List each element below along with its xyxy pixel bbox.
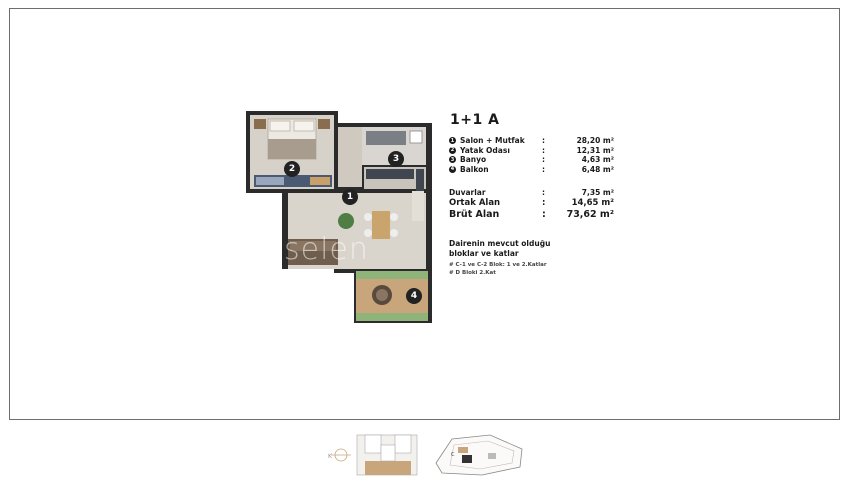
blanket bbox=[268, 139, 316, 159]
room-row bbox=[449, 155, 619, 165]
gross-label: Brüt Alan bbox=[449, 209, 500, 220]
planter bbox=[356, 271, 428, 279]
room-number: 4 bbox=[450, 166, 455, 173]
room-number: 2 bbox=[450, 147, 455, 154]
badge-living: 1 bbox=[342, 189, 358, 205]
cabinet bbox=[412, 191, 424, 221]
pillow bbox=[294, 121, 314, 131]
toilet bbox=[410, 131, 422, 143]
dining-table bbox=[372, 211, 390, 239]
colon: : bbox=[542, 209, 546, 220]
colon: : bbox=[542, 145, 545, 155]
room-area: 12,31 m² bbox=[576, 145, 614, 155]
room-row bbox=[449, 146, 619, 156]
gross-row bbox=[449, 209, 619, 221]
walls-area: 7,35 m² bbox=[581, 188, 614, 198]
floor-plan-drawing bbox=[246, 111, 432, 323]
kitchen-counter bbox=[366, 169, 414, 179]
pillow bbox=[270, 121, 290, 131]
block-label: C bbox=[451, 452, 455, 458]
common-area: 14,65 m² bbox=[571, 198, 614, 208]
block-keyplan-drawing bbox=[325, 433, 420, 478]
room-area: 6,48 m² bbox=[581, 164, 614, 174]
shower bbox=[366, 131, 406, 145]
availability-line: # D Bloki 2.Kat bbox=[449, 269, 496, 276]
room-row bbox=[449, 165, 619, 175]
room-area: 4,63 m² bbox=[581, 155, 614, 165]
wardrobe-panel bbox=[310, 177, 330, 185]
room-label: Banyo bbox=[460, 155, 487, 165]
room-number: 1 bbox=[450, 137, 455, 144]
gross-area: 73,62 m² bbox=[566, 209, 614, 220]
compass-label: K bbox=[328, 453, 332, 460]
chair bbox=[364, 213, 372, 221]
room-row bbox=[449, 136, 619, 146]
walls-row bbox=[449, 188, 619, 198]
site-keyplan-drawing bbox=[432, 433, 527, 477]
floor-plan bbox=[246, 111, 432, 323]
common-row bbox=[449, 198, 619, 209]
planter bbox=[356, 313, 428, 321]
balcony-table bbox=[376, 289, 388, 301]
walls-label: Duvarlar bbox=[449, 188, 486, 198]
watermark: selen bbox=[284, 232, 369, 267]
wardrobe-panel bbox=[256, 177, 284, 185]
room-area: 28,20 m² bbox=[576, 136, 614, 146]
badge-bathroom: 3 bbox=[388, 151, 404, 167]
room-label: Balkon bbox=[460, 164, 489, 174]
badge-balcony: 4 bbox=[406, 288, 422, 304]
colon: : bbox=[542, 155, 545, 165]
unit-info bbox=[449, 112, 619, 276]
colon: : bbox=[542, 164, 545, 174]
room-label: Salon + Mutfak bbox=[460, 136, 525, 146]
common-label: Ortak Alan bbox=[449, 198, 501, 208]
nightstand bbox=[318, 119, 330, 129]
colon: : bbox=[542, 198, 546, 208]
colon: : bbox=[542, 188, 545, 198]
room-label: Yatak Odası bbox=[460, 145, 510, 155]
hall-floor bbox=[338, 127, 362, 187]
site-keyplan bbox=[432, 433, 527, 477]
chair bbox=[390, 229, 398, 237]
colon: : bbox=[542, 136, 545, 146]
chair bbox=[390, 213, 398, 221]
armchair bbox=[338, 213, 354, 229]
unit-title: 1+1 A bbox=[450, 112, 500, 128]
nightstand bbox=[254, 119, 266, 129]
room-number: 3 bbox=[450, 156, 455, 163]
availability-line: # C-1 ve C-2 Blok: 1 ve 2.Katlar bbox=[449, 261, 547, 268]
badge-bedroom: 2 bbox=[284, 161, 300, 177]
block-keyplan bbox=[325, 433, 420, 478]
availability-title: Dairenin mevcut olduğu bloklar ve katlar bbox=[449, 238, 551, 258]
